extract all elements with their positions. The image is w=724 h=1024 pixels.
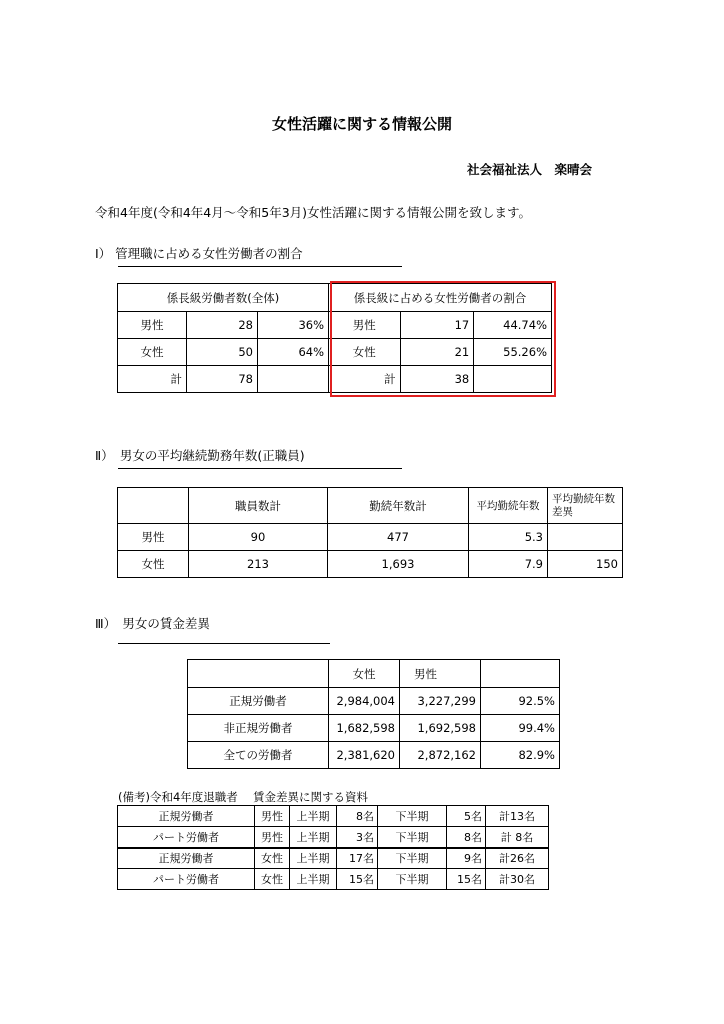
row-label: 男性 (118, 524, 189, 551)
row-label: 正規労働者 (188, 688, 329, 715)
table-row (118, 848, 549, 869)
row-type: 正規労働者 (118, 848, 255, 869)
row-first-n: 8名 (337, 806, 378, 827)
table-row (188, 688, 560, 715)
cell-years: 1,693 (328, 551, 469, 578)
cell-avg: 7.9 (469, 551, 548, 578)
table-row (118, 869, 549, 890)
header-female: 女性 (329, 660, 400, 688)
header-years: 勤続年数計 (328, 488, 469, 524)
row-type: 正規労働者 (118, 806, 255, 827)
empty-header (118, 488, 189, 524)
right-header: 係長級に占める女性労働者の割合 (329, 284, 552, 312)
cell-female: 1,682,598 (329, 715, 400, 742)
cell-pct: 64% (258, 339, 329, 366)
table-row (188, 715, 560, 742)
row-label: 男性 (329, 312, 401, 339)
row-sex: 女性 (255, 869, 290, 890)
empty-header (188, 660, 329, 688)
row-second-n: 5名 (447, 806, 486, 827)
row-second-n: 9名 (447, 848, 486, 869)
cell-female: 2,984,004 (329, 688, 400, 715)
row-second: 下半期 (378, 827, 447, 848)
cell-staff: 90 (189, 524, 328, 551)
header-staff: 職員数計 (189, 488, 328, 524)
header-avg: 平均勤続年数 (469, 488, 548, 524)
row-total: 計30名 (486, 869, 549, 890)
cell-ratio: 99.4% (481, 715, 560, 742)
tenure-table (117, 487, 623, 578)
cell-count: 78 (187, 366, 258, 393)
header-male: 男性 (400, 660, 481, 688)
row-first-n: 17名 (337, 848, 378, 869)
row-type: パート労働者 (118, 827, 255, 848)
row-first-n: 3名 (337, 827, 378, 848)
page-title: 女性活躍に関する情報公開 (271, 115, 452, 133)
cell-avg: 5.3 (469, 524, 548, 551)
cell-female: 2,381,620 (329, 742, 400, 769)
row-sex: 男性 (255, 806, 290, 827)
row-second: 下半期 (378, 869, 447, 890)
section1-underline (118, 266, 402, 267)
row-label: 非正規労働者 (188, 715, 329, 742)
cell-count: 50 (187, 339, 258, 366)
table-row (118, 524, 623, 551)
section3-heading: Ⅲ） 男女の賃金差異 (95, 616, 210, 631)
cell-male: 1,692,598 (400, 715, 481, 742)
row-label: 女性 (118, 339, 187, 366)
organization-name: 社会福祉法人 楽晴会 (466, 162, 592, 177)
cell-pct: 36% (258, 312, 329, 339)
cell-male: 3,227,299 (400, 688, 481, 715)
cell-diff: 150 (548, 551, 623, 578)
row-label: 男性 (118, 312, 187, 339)
row-label: 全ての労働者 (188, 742, 329, 769)
cell-pct (258, 366, 329, 393)
row-first: 上半期 (290, 848, 337, 869)
intro-text: 令和4年度(令和4年4月～令和5年3月)女性活躍に関する情報公開を致します。 (95, 205, 532, 220)
table-row (118, 827, 549, 848)
row-second-n: 15名 (447, 869, 486, 890)
cell-diff (548, 524, 623, 551)
row-total: 計 8名 (486, 827, 549, 848)
highlight-box (330, 281, 556, 397)
row-first: 上半期 (290, 869, 337, 890)
cell-count: 21 (400, 339, 474, 366)
header-diff-line1: 平均勤続年数 (552, 492, 615, 505)
cell-ratio: 92.5% (481, 688, 560, 715)
row-first: 上半期 (290, 806, 337, 827)
wage-gap-table (187, 659, 560, 769)
table-row (118, 551, 623, 578)
row-first-n: 15名 (337, 869, 378, 890)
cell-pct: 55.26% (474, 339, 552, 366)
cell-ratio: 82.9% (481, 742, 560, 769)
cell-count: 38 (400, 366, 474, 393)
row-total: 計13名 (486, 806, 549, 827)
cell-count: 28 (187, 312, 258, 339)
cell-pct: 44.74% (474, 312, 552, 339)
row-sex: 女性 (255, 848, 290, 869)
row-label: 計 (329, 366, 401, 393)
header-diff (548, 488, 623, 524)
row-second: 下半期 (378, 806, 447, 827)
row-first: 上半期 (290, 827, 337, 848)
section2-heading: Ⅱ） 男女の平均継続勤務年数(正職員) (95, 448, 305, 463)
cell-male: 2,872,162 (400, 742, 481, 769)
note-heading: (備考)令和4年度退職者 賃金差異に関する資料 (118, 790, 368, 804)
row-sex: 男性 (255, 827, 290, 848)
section3-underline (118, 643, 330, 644)
table-row (118, 806, 549, 827)
left-header: 係長級労働者数(全体) (118, 284, 329, 312)
section2-underline (118, 468, 402, 469)
header-diff-line2: 差異 (552, 505, 573, 518)
table-row (188, 742, 560, 769)
row-type: パート労働者 (118, 869, 255, 890)
cell-staff: 213 (189, 551, 328, 578)
section1-heading: Ⅰ） 管理職に占める女性労働者の割合 (95, 246, 303, 261)
row-second-n: 8名 (447, 827, 486, 848)
empty-header (481, 660, 560, 688)
row-total: 計26名 (486, 848, 549, 869)
cell-count: 17 (400, 312, 474, 339)
row-label: 女性 (329, 339, 401, 366)
retiree-table (117, 805, 549, 890)
cell-years: 477 (328, 524, 469, 551)
row-label: 計 (118, 366, 187, 393)
row-label: 女性 (118, 551, 189, 578)
row-second: 下半期 (378, 848, 447, 869)
